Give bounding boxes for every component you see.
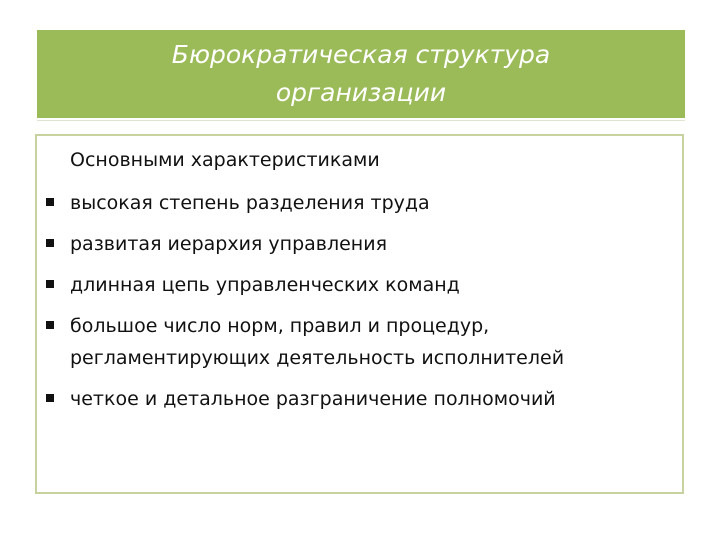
list-item-text: высокая степень разделения труда [70, 192, 430, 214]
square-bullet-icon [46, 321, 54, 329]
slide-title: Бюрократическая структура организации [171, 40, 551, 107]
square-bullet-icon [46, 198, 54, 206]
list-item [44, 310, 684, 374]
title-divider [37, 120, 685, 121]
square-bullet-icon [46, 280, 54, 288]
list-item [44, 187, 684, 219]
bullet-list [44, 187, 684, 424]
list-item-text: развитая иерархия управления [70, 233, 387, 255]
list-item [44, 269, 684, 301]
intro-text: Основными характеристиками [70, 149, 380, 171]
list-item-text: длинная цепь управленческих команд [70, 274, 460, 296]
list-item [44, 228, 684, 260]
list-item [44, 383, 684, 415]
square-bullet-icon [46, 394, 54, 402]
slide-title-bar [37, 30, 685, 118]
square-bullet-icon [46, 239, 54, 247]
list-item-text: четкое и детальное разграничение полномочий [70, 388, 556, 410]
list-item-text: большое число норм, правил и процедур, регламентирующих деятельность исполнителей [70, 315, 565, 369]
